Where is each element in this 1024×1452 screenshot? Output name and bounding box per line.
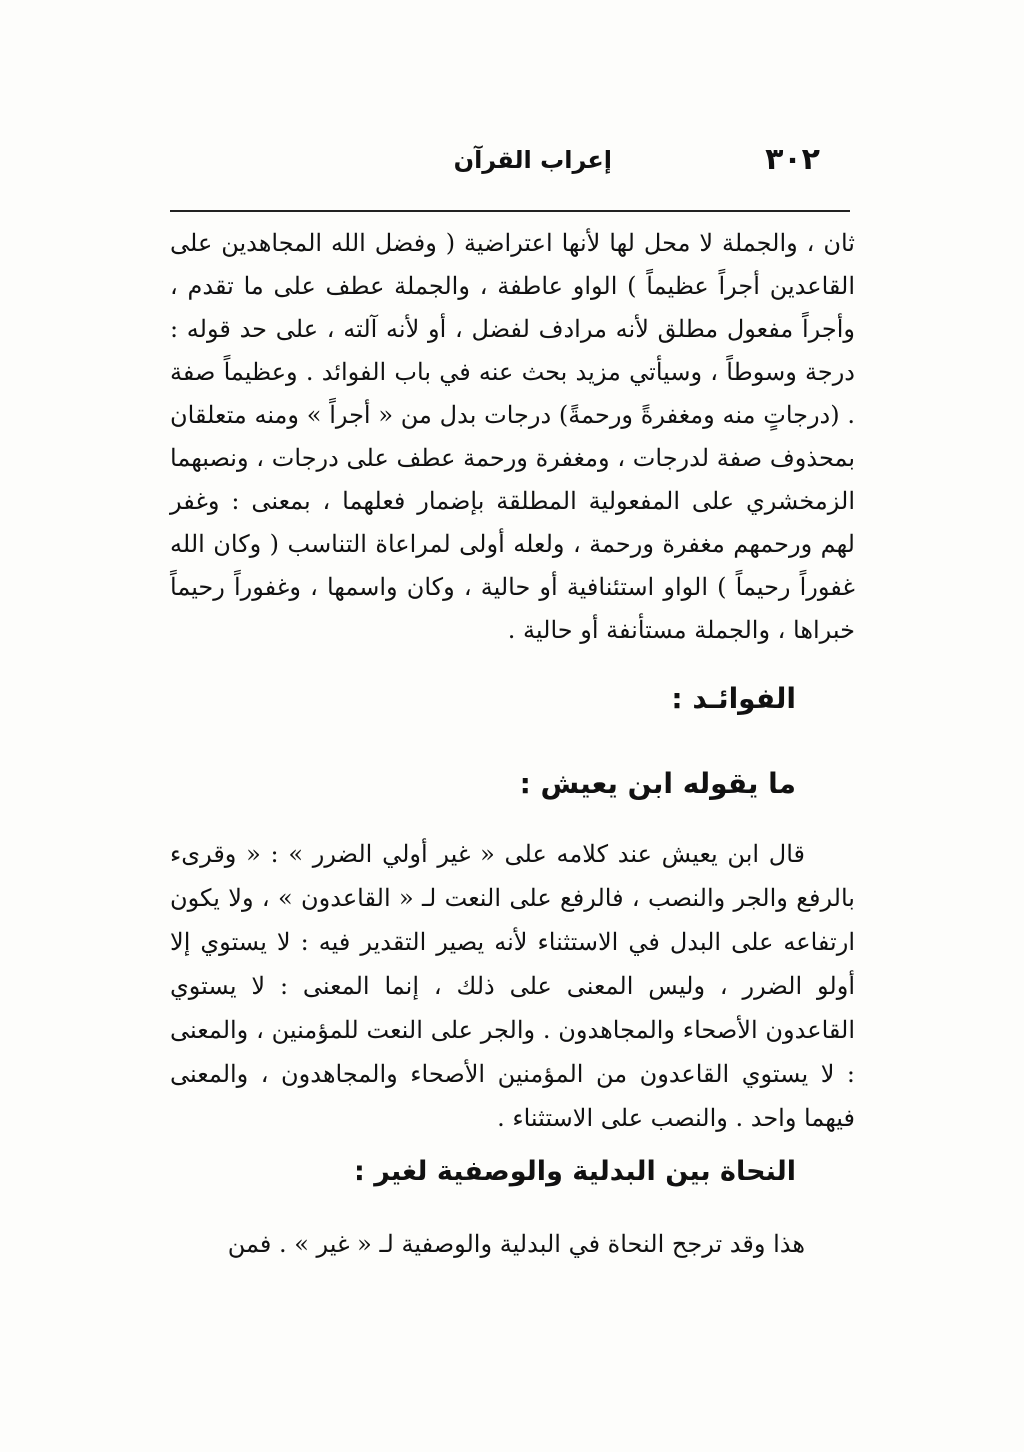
benefits-heading: الفوائـد : — [671, 682, 796, 715]
header-divider — [170, 210, 850, 212]
grammar-analysis-paragraph: ثان ، والجملة لا محل لها لأنها اعتراضية ( وفضل الله المجاهدين على القاعدين أجراً عظيماً ) الواو عاطفة ، والجملة عطف على ما تقدم ، وأجراً مفعول مطلق لأنه مرادف لفضل ، أو لأنه آلته ، على حد قوله : درجة وسوطاً ، وسيأتي مزيد بحث عنه في باب الفوائد . وعظيماً صفة . (درجاتٍ منه ومغفرةً ورحمةً) درجات بدل من « أجراً » ومنه متعلقان بمحذوف صفة لدرجات ، ومغفرة ورحمة عطف على درجات ، ونصبهما الزمخشري على المفعولية المطلقة بإضمار فعلهما ، بمعنى : وغفر لهم ورحمهم مغفرة ورحمة ، ولعله أولى لمراعاة التناسب ( وكان الله غفوراً رحيماً ) الواو استئنافية أو حالية ، وكان واسمها ، وغفوراً رحيماً خبراها ، والجملة مستأنفة أو حالية . — [170, 229, 855, 644]
ibn-yaish-paragraph: قال ابن يعيش عند كلامه على « غير أولي الضرر » : « وقرىء بالرفع والجر والنصب ، فالرفع على النعت لـ « القاعدون » ، ولا يكون ارتفاعه على البدل في الاستثناء لأنه يصير التقدير فيه : لا يستوي إلا أولو الضرر ، وليس المعنى على ذلك ، إنما المعنى : لا يستوي القاعدون الأصحاء والمجاهدون . والجر على النعت للمؤمنين ، والمعنى : لا يستوي القاعدون من المؤمنين الأصحاء والمجاهدون ، والمعنى فيهما واحد . والنصب على الاستثناء . — [170, 840, 856, 1132]
grammarians-heading: النحاة بين البدلية والوصفية لغير : — [354, 1156, 796, 1187]
grammarians-paragraph: هذا وقد ترجح النحاة في البدلية والوصفية لـ « غير » . فمن — [227, 1230, 805, 1258]
ibn-yaish-heading: ما يقوله ابن يعيش : — [519, 767, 796, 800]
page-number: ٣٠٢ — [765, 142, 820, 177]
page-header — [170, 140, 850, 200]
book-title: إعراب القرآن — [453, 146, 612, 174]
